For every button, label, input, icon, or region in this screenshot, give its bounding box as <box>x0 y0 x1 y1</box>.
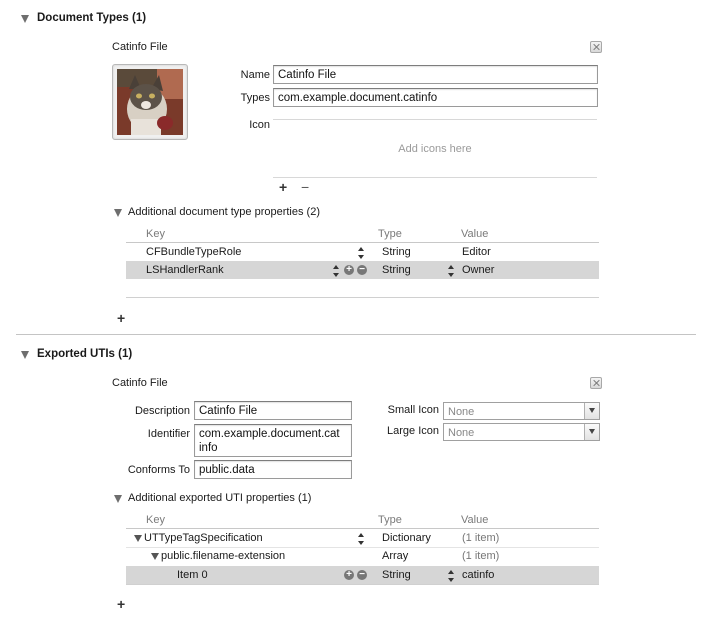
icon-label: Icon <box>249 119 270 131</box>
table-row[interactable] <box>126 261 599 279</box>
large-icon-value: None <box>448 427 475 439</box>
value-stepper-icon[interactable] <box>448 265 455 277</box>
doc-prop-type: String <box>382 264 411 276</box>
document-types-section-title: Document Types (1) <box>37 12 147 24</box>
name-field[interactable]: Catinfo File <box>273 65 598 84</box>
doc-props-header-type: Type <box>378 228 402 240</box>
key-stepper-icon[interactable] <box>358 533 365 545</box>
identifier-line-1: com.example.document.cat <box>199 428 340 440</box>
add-icon-button[interactable]: + <box>279 179 288 195</box>
doc-prop-type: String <box>382 246 411 258</box>
doc-additional-title: Additional document type properties (2) <box>128 206 320 218</box>
description-field[interactable]: Catinfo File <box>194 401 352 420</box>
doc-props-header-key: Key <box>146 228 165 240</box>
uti-prop-value: catinfo <box>462 569 495 581</box>
exported-uti-close-icon[interactable] <box>590 377 602 389</box>
doc-prop-key: CFBundleTypeRole <box>146 246 242 258</box>
small-icon-label: Small Icon <box>387 404 439 416</box>
key-stepper-icon[interactable] <box>333 265 340 277</box>
table-row[interactable] <box>126 529 599 547</box>
identifier-label: Identifier <box>147 428 190 440</box>
remove-icon-button[interactable]: − <box>301 179 310 195</box>
add-row-circle-icon[interactable]: + <box>344 265 354 275</box>
uti-prop-key: UTTypeTagSpecification <box>144 532 263 544</box>
section-divider <box>16 334 696 335</box>
chevron-down-icon <box>584 403 599 419</box>
document-icon-well[interactable] <box>112 64 188 140</box>
doc-prop-value: Editor <box>462 246 491 258</box>
doc-prop-value: Owner <box>462 264 495 276</box>
chevron-down-icon <box>584 424 599 440</box>
conforms-to-field[interactable]: public.data <box>194 460 352 479</box>
cat-photo-icon <box>117 69 183 135</box>
uti-props-header-type: Type <box>378 514 402 526</box>
doc-props-header-value: Value <box>461 228 489 240</box>
key-stepper-icon[interactable] <box>358 247 365 259</box>
uti-prop-type: String <box>382 569 411 581</box>
table-bottom-divider <box>126 297 599 298</box>
identifier-line-2: info <box>199 442 218 454</box>
icons-drop-area[interactable] <box>273 120 597 177</box>
uti-props-header-value: Value <box>461 514 489 526</box>
exported-uti-title: Catinfo File <box>112 377 168 389</box>
add-row-circle-icon[interactable]: + <box>344 570 354 580</box>
uti-prop-value: (1 item) <box>462 550 500 562</box>
uti-props-header-key: Key <box>146 514 165 526</box>
doc-prop-key: LSHandlerRank <box>146 264 224 276</box>
doc-additional-disclosure-icon[interactable] <box>114 209 122 217</box>
conforms-to-label: Conforms To <box>127 464 190 476</box>
table-bottom-divider <box>126 584 599 585</box>
exported-utis-section-title: Exported UTIs (1) <box>37 348 133 360</box>
icons-bottom-divider <box>273 177 597 178</box>
small-icon-popup[interactable] <box>443 402 600 420</box>
identifier-field[interactable] <box>194 424 352 457</box>
uti-additional-disclosure-icon[interactable] <box>114 495 122 503</box>
value-stepper-icon[interactable] <box>448 570 455 582</box>
uti-prop-key: Item 0 <box>177 569 208 581</box>
document-types-disclosure-icon[interactable] <box>21 15 29 23</box>
exported-utis-disclosure-icon[interactable] <box>21 351 29 359</box>
add-exported-uti-button[interactable]: + <box>117 596 126 612</box>
remove-row-circle-icon[interactable]: − <box>357 570 367 580</box>
remove-row-circle-icon[interactable]: − <box>357 265 367 275</box>
icons-placeholder: Add icons here <box>398 143 472 155</box>
uti-prop-type: Array <box>382 550 409 562</box>
uti-additional-title: Additional exported UTI properties (1) <box>128 492 312 504</box>
types-field[interactable]: com.example.document.catinfo <box>273 88 598 107</box>
expand-row-disclosure-icon[interactable] <box>134 535 142 542</box>
uti-prop-value: (1 item) <box>462 532 500 544</box>
document-type-title: Catinfo File <box>112 41 168 53</box>
small-icon-value: None <box>448 406 475 418</box>
table-row[interactable] <box>126 566 599 584</box>
table-row[interactable] <box>126 547 599 565</box>
large-icon-popup[interactable] <box>443 423 600 441</box>
description-label: Description <box>134 405 190 417</box>
document-type-close-icon[interactable] <box>590 41 602 53</box>
types-label: Types <box>240 92 270 104</box>
table-row[interactable] <box>126 243 599 261</box>
expand-row-disclosure-icon[interactable] <box>151 553 159 560</box>
uti-prop-type: Dictionary <box>382 532 431 544</box>
uti-prop-key: public.filename-extension <box>161 550 286 562</box>
add-document-type-button[interactable]: + <box>117 310 126 326</box>
name-label: Name <box>240 69 270 81</box>
large-icon-label: Large Icon <box>387 425 439 437</box>
